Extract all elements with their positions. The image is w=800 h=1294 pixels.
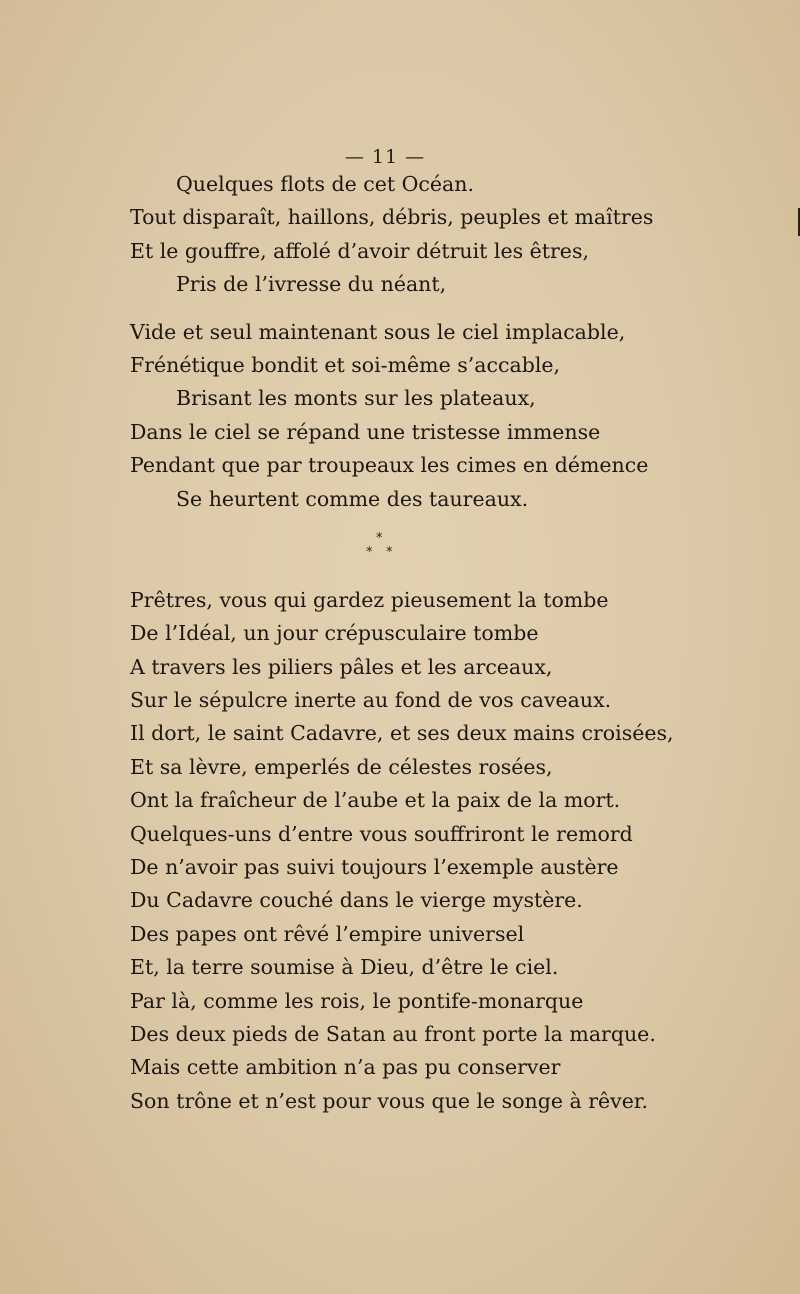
verse-line: Quelques flots de cet Océan. [176,172,474,196]
verse-line: Prêtres, vous qui gardez pieusement la tombe [130,587,609,612]
verse-line: Ont la fraîcheur de l’aube et la paix de la mort. [130,788,621,813]
asterisk: * [376,530,383,546]
verse-line: De n’avoir pas suivi toujours l’exemple austère [130,855,619,880]
verse-line: Pendant que par troupeaux les cimes en démence [130,453,649,478]
verse-line: Quelques-uns d’entre vous souffriront le remord [130,821,633,846]
verse-line: Et, la terre soumise à Dieu, d’être le ciel. [130,955,559,980]
asterisk: * [366,544,373,560]
page-number: — 11 — [344,146,426,168]
poem-body [130,168,790,1118]
verse-line: Il dort, le saint Cadavre, et ses deux mains croisées, [130,721,674,746]
verse-line: Tout disparaît, haillons, débris, peuples et maîtres [130,205,654,230]
verse-line: Frénétique bondit et soi-même s’accable, [130,352,561,377]
verse-line: Brisant les monts sur les plateaux, [176,386,536,411]
verse-line: Du Cadavre couché dans le vierge mystère. [130,888,583,913]
verse-line: Par là, comme les rois, le pontife-monarque [130,988,584,1013]
verse-line: Et sa lèvre, emperlés de célestes rosées, [130,754,553,779]
verse-line: Pris de l’ivresse du néant, [176,272,447,297]
stanza-3 [130,584,790,1118]
verse-line: De l’Idéal, un jour crépusculaire tombe [130,621,539,646]
verse-line: Et le gouffre, affolé d’avoir détruit les êtres, [130,238,589,263]
verse-line: A travers les piliers pâles et les arceaux, [130,654,553,679]
verse-line: Son trône et n’est pour vous que le songe à rêver. [130,1088,648,1113]
verse-line: Des papes ont rêvé l’empire universel [130,921,525,946]
verse-line: Mais cette ambition n’a pas pu conserver [130,1055,561,1080]
verse-line: Dans le ciel se répand une tristesse immense [130,419,601,444]
verse-line: Se heurtent comme des taureaux. [176,486,529,511]
asterisk: * [386,544,393,560]
verse-line: Vide et seul maintenant sous le ciel implacable, [130,319,626,344]
verse-line: Des deux pieds de Satan au front porte la marque. [130,1021,656,1046]
stanza-2 [130,316,790,516]
asterism-separator [130,516,670,584]
stanza-1 [130,168,790,302]
verse-line: Sur le sépulcre inerte au fond de vos caveaux. [130,688,612,713]
stanza-gap [130,302,790,316]
